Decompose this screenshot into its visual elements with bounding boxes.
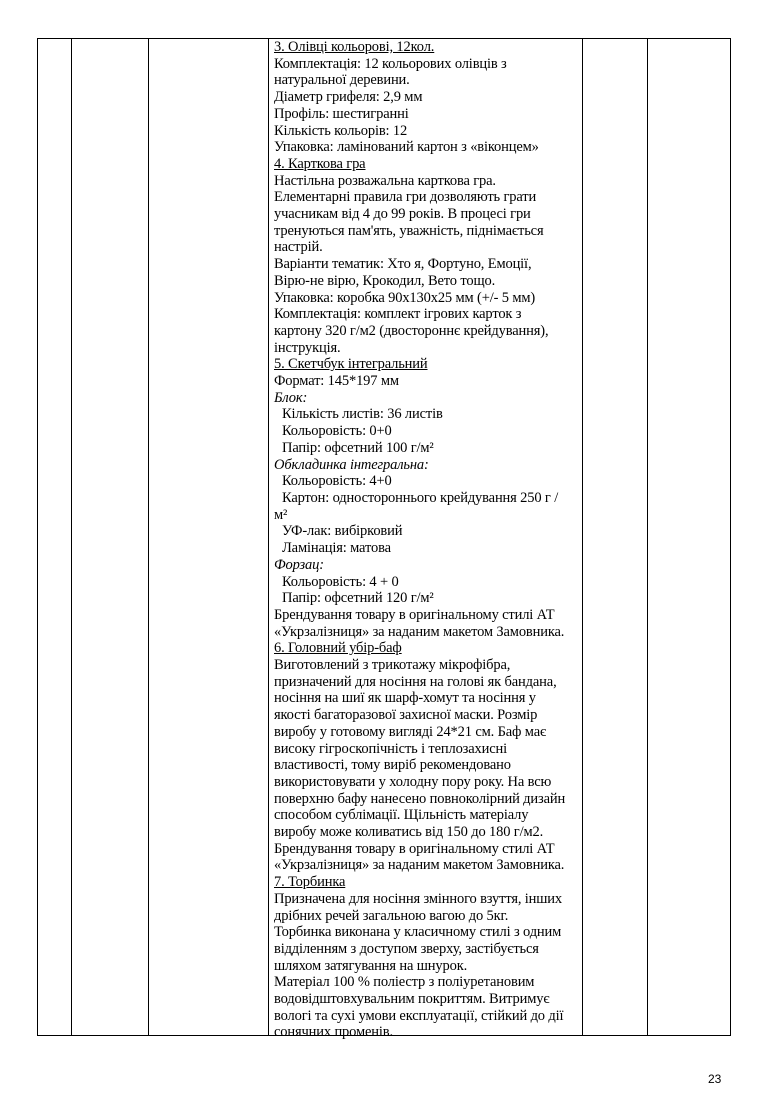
spec-line: способом сублімації. Щільність матеріалу (274, 807, 529, 824)
spec-line: Елементарні правила гри дозволяють грати (274, 189, 537, 206)
spec-line: Торбинка виконана у класичному стилі з одним (274, 924, 562, 941)
spec-line: Настільна розважальна карткова гра. (274, 172, 496, 189)
spec-line: Комплектація: комплект ігрових карток з (274, 306, 522, 323)
spec-line: учасникам від 4 до 99 років. В процесі гри (274, 206, 531, 223)
spec-line: Кількість кольорів: 12 (274, 122, 408, 139)
spec-line: Папір: офсетний 120 г/м² (282, 590, 434, 607)
spec-line: шляхом затягування на шнурок. (274, 957, 468, 974)
spec-line: Формат: 145*197 мм (274, 373, 399, 390)
spec-line: м² (274, 506, 288, 523)
spec-line: Призначена для носіння змінного взуття, інших (274, 890, 563, 907)
spec-line: високу гігроскопічність і теплозахисні (274, 740, 508, 757)
spec-line: Брендування товару в оригінальному стилі АТ (274, 606, 555, 623)
spec-line: «Укрзалізниця» за наданим макетом Замовника. (274, 623, 565, 640)
spec-line: натуральної деревини. (274, 72, 410, 89)
spec-line: Картон: одностороннього крейдування 250 г / (282, 489, 559, 506)
spec-line: Брендування товару в оригінальному стилі АТ (274, 840, 555, 857)
spec-line: Упаковка: ламінований картон з «віконцем» (274, 139, 539, 156)
spec-line: Ламінація: матова (282, 540, 391, 557)
spec-line: виробу може коливатись від 150 до 180 г/м2. (274, 824, 544, 841)
spec-line: Блок: (274, 389, 308, 406)
spec-line: виробу у готовому вигляді 24*21 см. Баф має (274, 723, 547, 740)
spec-line: УФ-лак: вибірковий (282, 523, 403, 540)
table-cell-specification (269, 39, 581, 1041)
section-heading: 7. Торбинка (274, 874, 346, 891)
table-cell-unit (583, 39, 647, 1035)
section-heading: 6. Головний убір-баф (274, 640, 402, 657)
spec-line: настрій. (274, 239, 323, 256)
spec-line: дрібних речей загальною вагою до 5кг. (274, 907, 509, 924)
table-cell-code (72, 39, 148, 1035)
spec-line: водовідштовхувальним покриттям. Витримує (274, 991, 550, 1008)
spec-line: сонячних променів. (274, 1024, 393, 1041)
spec-line: Виготовлений з трикотажу мікрофібра, (274, 657, 511, 674)
spec-line: Матеріал 100 % поліестр з поліуретановим (274, 974, 535, 991)
spec-line: носіння на шиї як шарф-хомут та носіння у (274, 690, 536, 707)
section-heading: 5. Скетчбук інтегральний (274, 356, 428, 373)
spec-line: Кольоровість: 0+0 (282, 423, 392, 440)
page-number: 23 (708, 1072, 722, 1086)
spec-line: «Укрзалізниця» за наданим макетом Замовника. (274, 857, 565, 874)
table-cell-index (38, 39, 71, 1035)
spec-line: призначений для носіння на голові як бандана, (274, 673, 557, 690)
spec-line: Обкладинка інтегральна: (274, 456, 429, 473)
spec-line: Форзац: (274, 556, 324, 573)
spec-line: тренуються пам'ять, уважність, піднімається (274, 222, 544, 239)
spec-line: вологі та сухі умови експлуатації, стійкий до дії (274, 1007, 564, 1024)
spec-line: Папір: офсетний 100 г/м² (282, 439, 434, 456)
spec-line: Кольоровість: 4+0 (282, 473, 392, 490)
spec-line: Упаковка: коробка 90х130х25 мм (+/- 5 мм) (274, 289, 536, 306)
spec-line: поверхню бафу нанесено повноколірний дизайн (274, 790, 566, 807)
spec-line: інструкція. (274, 339, 341, 356)
spec-line: властивості, тому виріб рекомендовано (274, 757, 511, 774)
section-heading: 4. Карткова гра (274, 155, 366, 172)
spec-line: Комплектація: 12 кольорових олівців з (274, 55, 507, 72)
spec-line: Діаметр грифеля: 2,9 мм (274, 89, 423, 106)
table-cell-quantity (648, 39, 730, 1035)
spec-line: використовувати у холодну пору року. На всю (274, 773, 552, 790)
section-heading: 3. Олівці кольорові, 12кол. (274, 39, 435, 55)
spec-line: Кольоровість: 4 + 0 (282, 573, 399, 590)
spec-line: Варіанти тематик: Хто я, Фортуно, Емоції, (274, 256, 532, 273)
spec-line: картону 320 г/м2 (двостороннє крейдування), (274, 322, 549, 339)
spec-line: якості багаторазової захисної маски. Розмір (274, 707, 538, 724)
spec-line: відділенням з доступом зверху, застібується (274, 940, 539, 957)
spec-line: Вірю-не вірю, Крокодил, Вето тощо. (274, 272, 496, 289)
spec-line: Кількість листів: 36 листів (282, 406, 443, 423)
table-cell-name (149, 39, 268, 1035)
spec-line: Профіль: шестигранні (274, 105, 409, 122)
